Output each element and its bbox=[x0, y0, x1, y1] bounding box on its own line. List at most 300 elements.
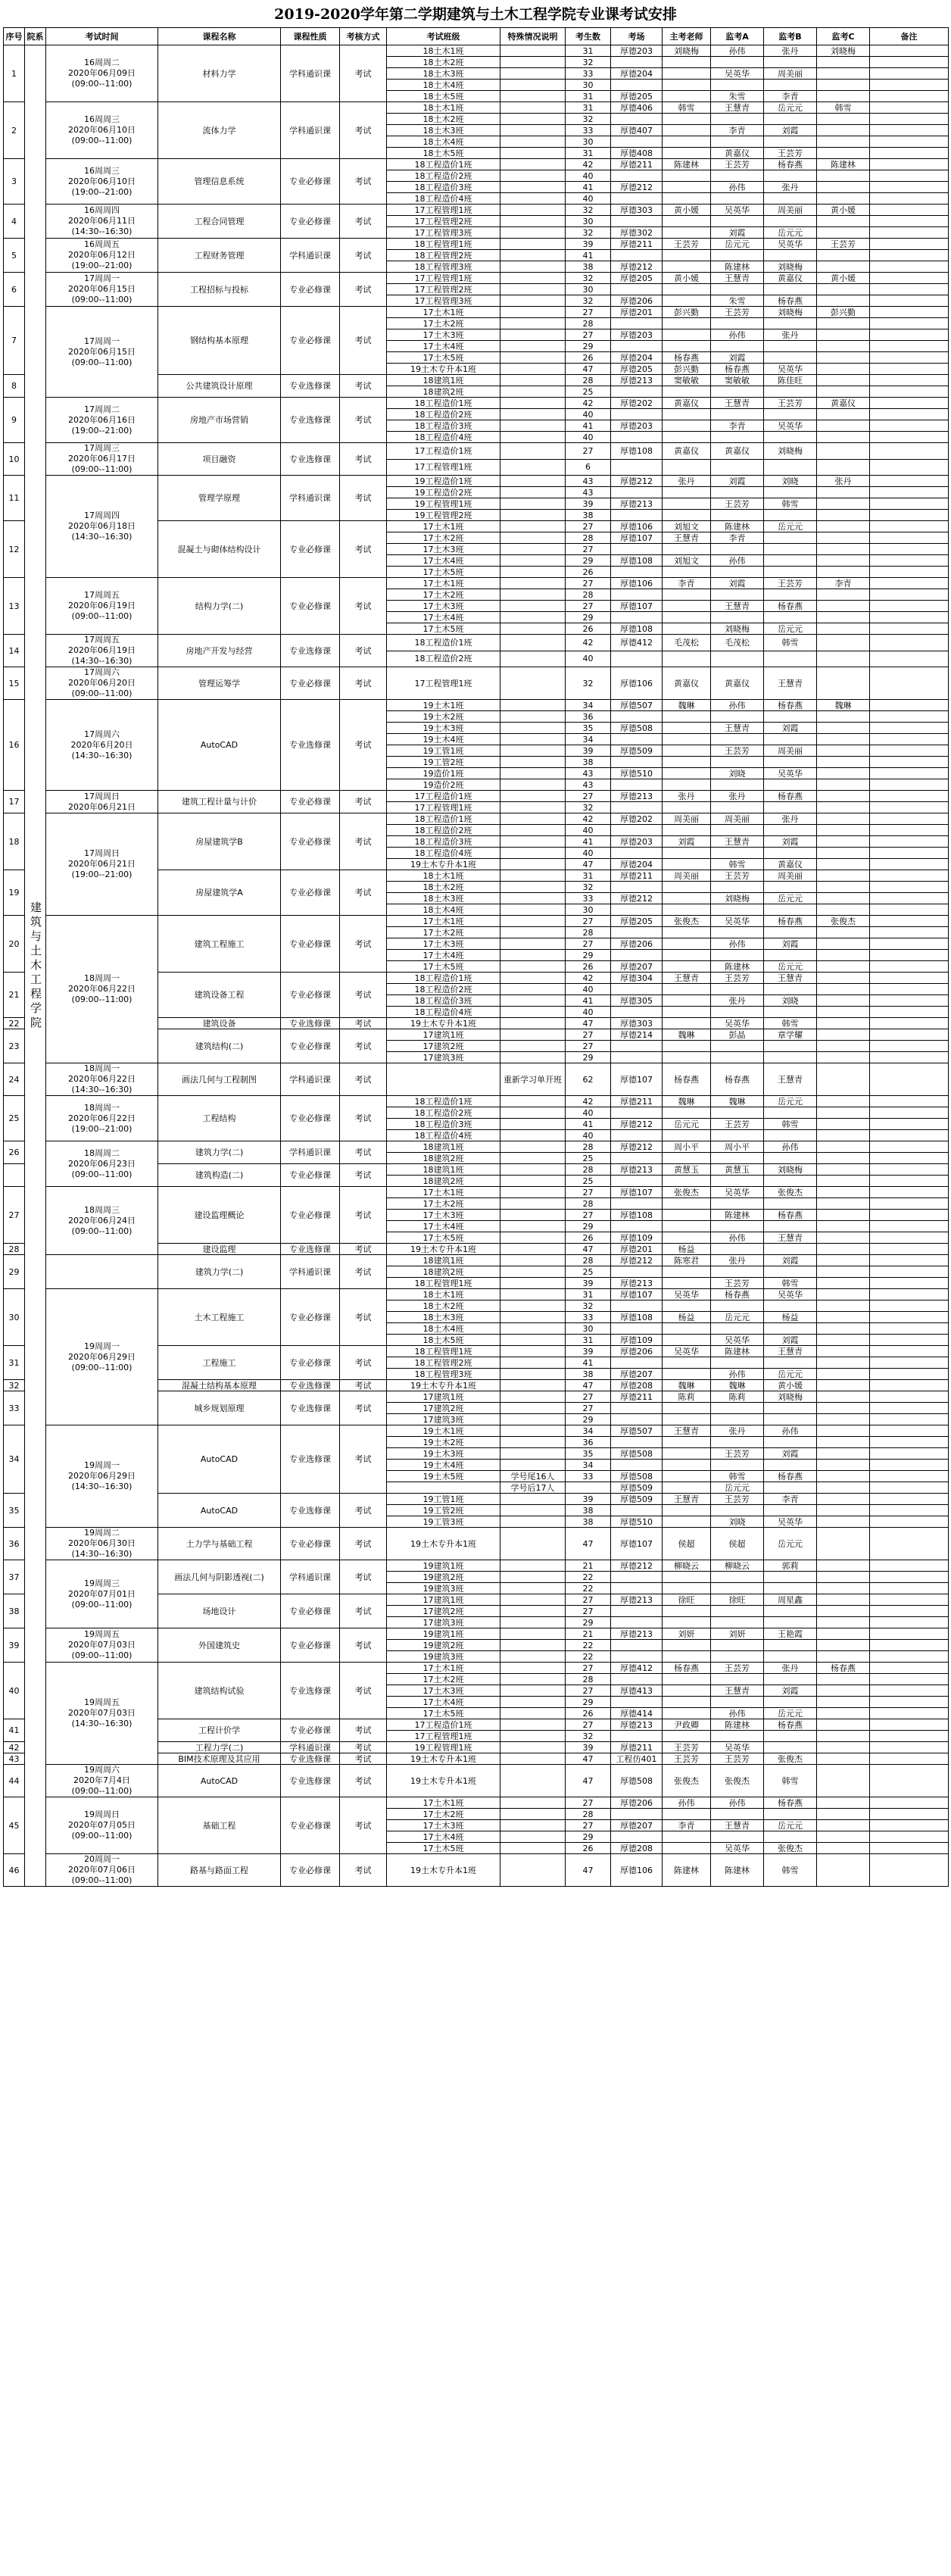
special-note bbox=[500, 848, 566, 859]
special-note bbox=[500, 1323, 566, 1335]
exam-room: 厚德213 bbox=[611, 375, 663, 386]
exam-room bbox=[611, 1107, 663, 1119]
special-note bbox=[500, 802, 566, 813]
student-count: 39 bbox=[566, 1278, 611, 1289]
exam-room bbox=[611, 432, 663, 443]
invigilator-c: 魏琳 bbox=[817, 700, 870, 711]
exam-class: 17土木1班 bbox=[387, 578, 500, 589]
special-note bbox=[500, 1018, 566, 1029]
exam-room: 厚德108 bbox=[611, 443, 663, 460]
invigilator-c bbox=[817, 1482, 870, 1494]
exam-class: 19建筑3班 bbox=[387, 1583, 500, 1594]
invigilator-c bbox=[817, 1403, 870, 1414]
exam-class: 18土木2班 bbox=[387, 57, 500, 68]
remarks bbox=[870, 745, 949, 757]
assessment-method: 考试 bbox=[340, 307, 387, 375]
invigilator-a: 孙伟 bbox=[711, 182, 764, 193]
student-count: 40 bbox=[566, 651, 611, 667]
invigilator-c bbox=[817, 1210, 870, 1221]
chief-examiner bbox=[663, 1651, 711, 1663]
course-name: AutoCAD bbox=[158, 700, 281, 791]
invigilator-c bbox=[817, 544, 870, 555]
exam-room bbox=[611, 567, 663, 578]
invigilator-a bbox=[711, 882, 764, 893]
exam-room: 厚德205 bbox=[611, 91, 663, 102]
chief-examiner bbox=[663, 1007, 711, 1018]
invigilator-a: 黄慧玉 bbox=[711, 1164, 764, 1176]
course-name: 建筑工程计量与计价 bbox=[158, 791, 281, 813]
student-count: 28 bbox=[566, 1164, 611, 1176]
exam-class: 18工程造价3班 bbox=[387, 836, 500, 848]
chief-examiner: 杨春燕 bbox=[663, 1663, 711, 1674]
student-count: 27 bbox=[566, 1187, 611, 1198]
exam-class: 18工程造价4班 bbox=[387, 432, 500, 443]
exam-room: 厚德205 bbox=[611, 364, 663, 375]
invigilator-a bbox=[711, 1176, 764, 1187]
invigilator-b: 杨益 bbox=[764, 1312, 817, 1323]
remarks bbox=[870, 757, 949, 768]
sequence-number: 3 bbox=[4, 159, 25, 205]
exam-room: 厚德108 bbox=[611, 1312, 663, 1323]
exam-class: 17建筑2班 bbox=[387, 1403, 500, 1414]
invigilator-c bbox=[817, 667, 870, 700]
invigilator-a: 岳元元 bbox=[711, 1312, 764, 1323]
exam-time: 17周周三 2020年06月17日 (09:00--11:00) bbox=[46, 443, 158, 476]
invigilator-a: 黄嘉仪 bbox=[711, 148, 764, 159]
invigilator-c bbox=[817, 779, 870, 791]
invigilator-a bbox=[711, 1583, 764, 1594]
chief-examiner bbox=[663, 1278, 711, 1289]
exam-class: 17土木1班 bbox=[387, 1797, 500, 1809]
invigilator-c bbox=[817, 791, 870, 802]
exam-room: 厚德509 bbox=[611, 1494, 663, 1505]
course-name: 建设监理 bbox=[158, 1244, 281, 1255]
table-row bbox=[4, 159, 949, 170]
course-nature: 专业选修课 bbox=[281, 1425, 340, 1494]
exam-room bbox=[611, 757, 663, 768]
remarks bbox=[870, 612, 949, 623]
invigilator-b: 韩雪 bbox=[764, 1854, 817, 1887]
exam-class: 17土木3班 bbox=[387, 329, 500, 341]
invigilator-c bbox=[817, 1323, 870, 1335]
exam-class: 17土木1班 bbox=[387, 1187, 500, 1198]
chief-examiner bbox=[663, 91, 711, 102]
exam-room: 厚德304 bbox=[611, 973, 663, 984]
chief-examiner bbox=[663, 544, 711, 555]
chief-examiner bbox=[663, 904, 711, 916]
exam-class: 17土木3班 bbox=[387, 938, 500, 950]
course-name: 房地产市场营销 bbox=[158, 398, 281, 443]
course-name: 画法几何与阴影透视(二) bbox=[158, 1560, 281, 1594]
student-count: 33 bbox=[566, 1471, 611, 1482]
chief-examiner bbox=[663, 1831, 711, 1843]
invigilator-c bbox=[817, 1731, 870, 1742]
chief-examiner: 杨益 bbox=[663, 1312, 711, 1323]
student-count: 27 bbox=[566, 1391, 611, 1403]
invigilator-b bbox=[764, 510, 817, 521]
invigilator-c bbox=[817, 114, 870, 125]
invigilator-a bbox=[711, 1640, 764, 1651]
special-note bbox=[500, 745, 566, 757]
invigilator-b bbox=[764, 1130, 817, 1141]
exam-class: 19土木3班 bbox=[387, 1448, 500, 1460]
remarks bbox=[870, 1221, 949, 1232]
exam-class: 19土木4班 bbox=[387, 734, 500, 745]
assessment-method: 考试 bbox=[340, 45, 387, 102]
table-row bbox=[4, 273, 949, 284]
chief-examiner bbox=[663, 1323, 711, 1335]
invigilator-b: 韩雪 bbox=[764, 635, 817, 651]
exam-class: 18工程造价4班 bbox=[387, 848, 500, 859]
table-row bbox=[4, 635, 949, 651]
assessment-method: 考试 bbox=[340, 1164, 387, 1187]
invigilator-c: 刘晓梅 bbox=[817, 45, 870, 57]
remarks bbox=[870, 250, 949, 261]
exam-class: 18工程造价4班 bbox=[387, 1007, 500, 1018]
remarks bbox=[870, 961, 949, 973]
column-header: 考试班级 bbox=[387, 28, 500, 45]
invigilator-a: 吴英华 bbox=[711, 205, 764, 216]
chief-examiner: 韩雪 bbox=[663, 102, 711, 114]
course-nature: 专业必修课 bbox=[281, 1628, 340, 1663]
exam-class: 17土木3班 bbox=[387, 1210, 500, 1221]
student-count: 35 bbox=[566, 1448, 611, 1460]
course-nature: 学科通识课 bbox=[281, 1560, 340, 1594]
invigilator-b bbox=[764, 1640, 817, 1651]
remarks bbox=[870, 1606, 949, 1617]
invigilator-c bbox=[817, 1119, 870, 1130]
remarks bbox=[870, 1583, 949, 1594]
student-count: 25 bbox=[566, 1153, 611, 1164]
column-header: 监考A bbox=[711, 28, 764, 45]
invigilator-a: 黄嘉仪 bbox=[711, 667, 764, 700]
invigilator-a bbox=[711, 1130, 764, 1141]
sequence-number: 1 bbox=[4, 45, 25, 102]
exam-room bbox=[611, 170, 663, 182]
invigilator-a: 王芸芳 bbox=[711, 1494, 764, 1505]
invigilator-a: 孙伟 bbox=[711, 938, 764, 950]
assessment-method: 考试 bbox=[340, 1289, 387, 1346]
invigilator-b: 韩雪 bbox=[764, 498, 817, 510]
exam-room: 厚德203 bbox=[611, 420, 663, 432]
invigilator-b: 李青 bbox=[764, 1494, 817, 1505]
invigilator-c bbox=[817, 1753, 870, 1765]
exam-class: 19土木2班 bbox=[387, 1437, 500, 1448]
course-name: 基础工程 bbox=[158, 1797, 281, 1854]
special-note bbox=[500, 1809, 566, 1820]
sequence-number: 21 bbox=[4, 973, 25, 1018]
invigilator-a: 孙伟 bbox=[711, 1708, 764, 1719]
invigilator-c bbox=[817, 601, 870, 612]
exam-class: 19建筑3班 bbox=[387, 1651, 500, 1663]
exam-room: 厚德204 bbox=[611, 352, 663, 364]
invigilator-b: 刘晓梅 bbox=[764, 1164, 817, 1176]
exam-class: 17土木5班 bbox=[387, 352, 500, 364]
exam-class: 17工程造价1班 bbox=[387, 791, 500, 802]
invigilator-c bbox=[817, 1130, 870, 1141]
special-note bbox=[500, 159, 566, 170]
exam-class: 17土木1班 bbox=[387, 916, 500, 927]
remarks bbox=[870, 1753, 949, 1765]
exam-room bbox=[611, 1221, 663, 1232]
student-count: 28 bbox=[566, 1674, 611, 1685]
exam-class: 18土木5班 bbox=[387, 1335, 500, 1346]
invigilator-b bbox=[764, 136, 817, 148]
remarks bbox=[870, 1854, 949, 1887]
special-note bbox=[500, 578, 566, 589]
invigilator-a bbox=[711, 114, 764, 125]
chief-examiner: 陈建林 bbox=[663, 159, 711, 170]
invigilator-b: 刘晓 bbox=[764, 476, 817, 487]
chief-examiner bbox=[663, 136, 711, 148]
invigilator-b: 刘晓梅 bbox=[764, 307, 817, 318]
invigilator-c bbox=[817, 825, 870, 836]
exam-class: 17土木4班 bbox=[387, 555, 500, 567]
exam-class: 19土木5班 bbox=[387, 1471, 500, 1482]
student-count: 47 bbox=[566, 859, 611, 870]
chief-examiner: 杨益 bbox=[663, 1244, 711, 1255]
exam-room: 厚德204 bbox=[611, 68, 663, 80]
exam-room: 厚德212 bbox=[611, 1141, 663, 1153]
invigilator-c bbox=[817, 950, 870, 961]
student-count: 27 bbox=[566, 916, 611, 927]
exam-room bbox=[611, 1403, 663, 1414]
exam-class: 17土木5班 bbox=[387, 1232, 500, 1244]
course-name: 建筑结构试验 bbox=[158, 1663, 281, 1719]
invigilator-a bbox=[711, 1041, 764, 1052]
exam-class: 19土木专升本1班 bbox=[387, 1380, 500, 1391]
invigilator-c bbox=[817, 250, 870, 261]
invigilator-a: 窦敏敏 bbox=[711, 375, 764, 386]
student-count: 40 bbox=[566, 432, 611, 443]
exam-room: 厚德408 bbox=[611, 148, 663, 159]
invigilator-b: 杨春燕 bbox=[764, 1471, 817, 1482]
special-note bbox=[500, 443, 566, 460]
invigilator-b: 岳元元 bbox=[764, 961, 817, 973]
invigilator-c: 黄小媛 bbox=[817, 273, 870, 284]
exam-time: 17周周一 2020年06月15日 (09:00--11:00) bbox=[46, 307, 158, 398]
exam-class: 19土木专升本1班 bbox=[387, 364, 500, 375]
special-note bbox=[500, 825, 566, 836]
special-note bbox=[500, 68, 566, 80]
student-count: 34 bbox=[566, 700, 611, 711]
chief-examiner bbox=[663, 802, 711, 813]
student-count: 34 bbox=[566, 1425, 611, 1437]
remarks bbox=[870, 1029, 949, 1041]
special-note bbox=[500, 1221, 566, 1232]
sequence-number: 35 bbox=[4, 1494, 25, 1528]
exam-room bbox=[611, 1176, 663, 1187]
invigilator-c bbox=[817, 711, 870, 723]
remarks bbox=[870, 1232, 949, 1244]
course-name: 房屋建筑学B bbox=[158, 813, 281, 870]
sequence-number: 14 bbox=[4, 635, 25, 667]
remarks bbox=[870, 1719, 949, 1731]
exam-room bbox=[611, 487, 663, 498]
invigilator-b bbox=[764, 1572, 817, 1583]
exam-room: 厚德302 bbox=[611, 227, 663, 239]
sequence-number bbox=[4, 1164, 25, 1187]
invigilator-a bbox=[711, 1831, 764, 1843]
student-count: 30 bbox=[566, 1323, 611, 1335]
exam-class: 17建筑1班 bbox=[387, 1594, 500, 1606]
chief-examiner bbox=[663, 1153, 711, 1164]
invigilator-a: 王芸芳 bbox=[711, 745, 764, 757]
invigilator-b: 吴英华 bbox=[764, 1289, 817, 1300]
exam-class: 19土木1班 bbox=[387, 700, 500, 711]
exam-class: 17土木4班 bbox=[387, 950, 500, 961]
special-note bbox=[500, 1560, 566, 1572]
special-note bbox=[500, 1346, 566, 1357]
invigilator-c bbox=[817, 1312, 870, 1323]
invigilator-b bbox=[764, 1482, 817, 1494]
exam-room: 厚德412 bbox=[611, 635, 663, 651]
student-count: 28 bbox=[566, 589, 611, 601]
exam-room bbox=[611, 386, 663, 398]
special-note bbox=[500, 341, 566, 352]
exam-class: 19建筑2班 bbox=[387, 1572, 500, 1583]
course-nature: 专业选修课 bbox=[281, 1380, 340, 1391]
student-count: 26 bbox=[566, 623, 611, 635]
invigilator-b: 岳元元 bbox=[764, 521, 817, 532]
invigilator-a bbox=[711, 927, 764, 938]
invigilator-c: 杨春燕 bbox=[817, 1663, 870, 1674]
special-note bbox=[500, 57, 566, 68]
invigilator-c bbox=[817, 1843, 870, 1854]
invigilator-a bbox=[711, 1107, 764, 1119]
special-note bbox=[500, 544, 566, 555]
invigilator-b bbox=[764, 567, 817, 578]
exam-time: 19周周日 2020年07月05日 (09:00--11:00) bbox=[46, 1797, 158, 1854]
exam-room: 厚德214 bbox=[611, 1029, 663, 1041]
remarks bbox=[870, 1843, 949, 1854]
invigilator-b: 周美丽 bbox=[764, 745, 817, 757]
student-count: 47 bbox=[566, 364, 611, 375]
student-count: 35 bbox=[566, 723, 611, 734]
student-count: 42 bbox=[566, 1096, 611, 1107]
remarks bbox=[870, 1617, 949, 1628]
exam-room: 厚德213 bbox=[611, 1719, 663, 1731]
remarks bbox=[870, 1176, 949, 1187]
student-count: 26 bbox=[566, 352, 611, 364]
special-note bbox=[500, 1029, 566, 1041]
invigilator-a bbox=[711, 567, 764, 578]
chief-examiner bbox=[663, 938, 711, 950]
invigilator-a: 王芸芳 bbox=[711, 1663, 764, 1674]
course-name: 管理学原理 bbox=[158, 476, 281, 521]
course-name: 混凝土结构基本原理 bbox=[158, 1380, 281, 1391]
column-header: 备注 bbox=[870, 28, 949, 45]
course-nature: 专业选修课 bbox=[281, 375, 340, 398]
chief-examiner: 黄小媛 bbox=[663, 273, 711, 284]
invigilator-b: 王艳霞 bbox=[764, 1628, 817, 1640]
chief-examiner bbox=[663, 1107, 711, 1119]
invigilator-b: 岳元元 bbox=[764, 227, 817, 239]
student-count: 27 bbox=[566, 1797, 611, 1809]
chief-examiner: 魏琳 bbox=[663, 1096, 711, 1107]
special-note bbox=[500, 432, 566, 443]
invigilator-c: 彭兴勤 bbox=[817, 307, 870, 318]
course-name: 结构力学(二) bbox=[158, 578, 281, 635]
invigilator-a: 吴英华 bbox=[711, 916, 764, 927]
student-count: 40 bbox=[566, 1107, 611, 1119]
exam-class bbox=[387, 1482, 500, 1494]
remarks bbox=[870, 1414, 949, 1425]
chief-examiner bbox=[663, 1617, 711, 1628]
exam-class: 18土木4班 bbox=[387, 80, 500, 91]
exam-room bbox=[611, 904, 663, 916]
invigilator-a bbox=[711, 318, 764, 329]
student-count: 42 bbox=[566, 398, 611, 409]
exam-room: 厚德212 bbox=[611, 476, 663, 487]
chief-examiner: 黄小媛 bbox=[663, 205, 711, 216]
student-count: 22 bbox=[566, 1651, 611, 1663]
exam-room: 厚德205 bbox=[611, 273, 663, 284]
sequence-number: 13 bbox=[4, 578, 25, 635]
exam-room: 厚德407 bbox=[611, 125, 663, 136]
chief-examiner: 魏琳 bbox=[663, 700, 711, 711]
course-name: 建筑构造(二) bbox=[158, 1164, 281, 1187]
special-note bbox=[500, 1369, 566, 1380]
student-count: 31 bbox=[566, 1289, 611, 1300]
student-count: 31 bbox=[566, 91, 611, 102]
invigilator-a: 朱雪 bbox=[711, 295, 764, 307]
student-count: 21 bbox=[566, 1560, 611, 1572]
student-count: 41 bbox=[566, 1119, 611, 1130]
exam-class: 17建筑1班 bbox=[387, 1029, 500, 1041]
special-note bbox=[500, 1606, 566, 1617]
invigilator-c bbox=[817, 329, 870, 341]
exam-room bbox=[611, 927, 663, 938]
special-note bbox=[500, 91, 566, 102]
exam-room: 厚德305 bbox=[611, 995, 663, 1007]
special-note bbox=[500, 635, 566, 651]
chief-examiner: 李青 bbox=[663, 578, 711, 589]
course-name: 钢结构基本原理 bbox=[158, 307, 281, 375]
remarks bbox=[870, 1018, 949, 1029]
sequence-number: 33 bbox=[4, 1391, 25, 1425]
exam-room: 厚德303 bbox=[611, 205, 663, 216]
chief-examiner bbox=[663, 216, 711, 227]
student-count: 28 bbox=[566, 1809, 611, 1820]
remarks bbox=[870, 193, 949, 205]
invigilator-a: 张丹 bbox=[711, 1255, 764, 1266]
exam-class: 18工程管理3班 bbox=[387, 261, 500, 273]
invigilator-b: 岳元元 bbox=[764, 623, 817, 635]
invigilator-c bbox=[817, 375, 870, 386]
invigilator-c bbox=[817, 555, 870, 567]
remarks bbox=[870, 635, 949, 651]
course-nature: 专业必修课 bbox=[281, 1096, 340, 1141]
invigilator-c bbox=[817, 1708, 870, 1719]
invigilator-a: 吴英华 bbox=[711, 1018, 764, 1029]
invigilator-a bbox=[711, 487, 764, 498]
invigilator-c bbox=[817, 567, 870, 578]
remarks bbox=[870, 623, 949, 635]
invigilator-b: 张丹 bbox=[764, 45, 817, 57]
exam-room bbox=[611, 250, 663, 261]
student-count: 27 bbox=[566, 938, 611, 950]
remarks bbox=[870, 1494, 949, 1505]
invigilator-a: 周美丽 bbox=[711, 813, 764, 825]
special-note bbox=[500, 1731, 566, 1742]
assessment-method: 考试 bbox=[340, 667, 387, 700]
remarks bbox=[870, 532, 949, 544]
student-count: 26 bbox=[566, 1232, 611, 1244]
invigilator-a bbox=[711, 1437, 764, 1448]
exam-class: 17工程造价1班 bbox=[387, 1719, 500, 1731]
invigilator-a bbox=[711, 136, 764, 148]
